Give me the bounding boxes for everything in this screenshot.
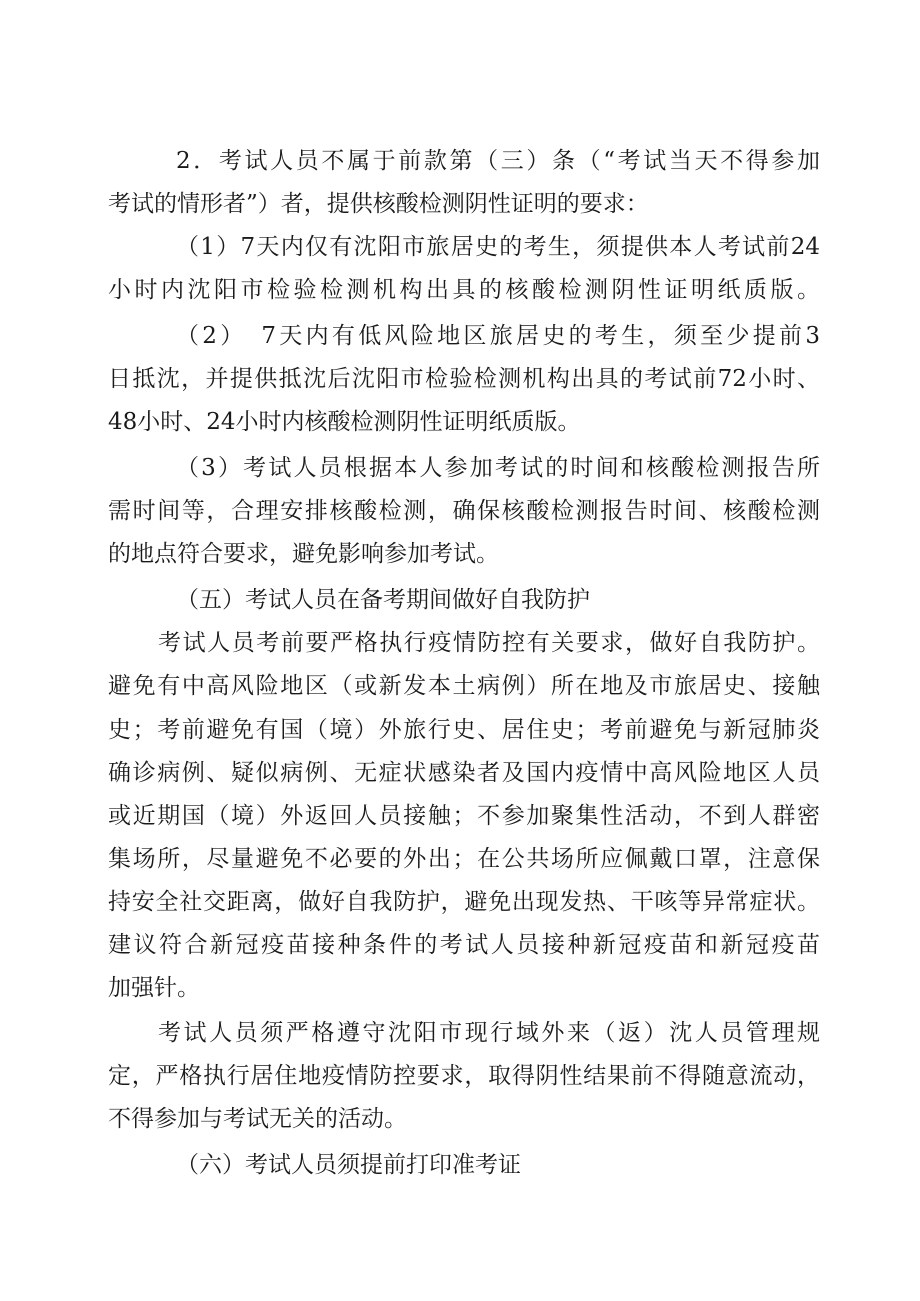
text-line: 不得参加与考试无关的活动。: [108, 1106, 407, 1132]
text-line: 小时内沈阳市检验检测机构出具的核酸检测阴性证明纸质版。: [108, 277, 820, 303]
text-line: 的地点符合要求，避免影响参加考试。: [108, 541, 499, 567]
text-line: 或近期国（境）外返回人员接触；不参加聚集性活动，不到人群密: [108, 803, 820, 829]
text-line: 日抵沈，并提供抵沈后沈阳市检验检测机构出具的考试前72小时、: [108, 366, 820, 392]
text-line: （3）考试人员根据本人参加考试的时间和核酸检测报告所: [176, 455, 820, 481]
text-line: 集场所，尽量避免不必要的外出；在公共场所应佩戴口罩，注意保: [108, 846, 820, 872]
text-line: 史；考前避免有国（境）外旅行史、居住史；考前避免与新冠肺炎: [108, 717, 820, 743]
section-heading: （五）考试人员在备考期间做好自我防护: [176, 587, 590, 613]
text-line: 2．考试人员不属于前款第（三）条（“考试当天不得参加: [176, 148, 820, 174]
text-line: 持安全社交距离，做好自我防护，避免出现发热、干咳等异常症状。: [108, 889, 820, 915]
text-line: 避免有中高风险地区（或新发本土病例）所在地及市旅居史、接触: [108, 673, 820, 699]
text-line: 需时间等，合理安排核酸检测，确保核酸检测报告时间、核酸检测: [108, 498, 820, 524]
text-line: （1）7天内仅有沈阳市旅居史的考生，须提供本人考试前24: [176, 234, 820, 260]
text-line: 确诊病例、疑似病例、无症状感染者及国内疫情中高风险地区人员: [108, 760, 820, 786]
text-line: 考试的情形者”）者，提供核酸检测阴性证明的要求：: [108, 191, 649, 217]
text-line: 考试人员考前要严格执行疫情防控有关要求，做好自我防护。: [158, 630, 820, 656]
text-line: 建议符合新冠疫苗接种条件的考试人员接种新冠疫苗和新冠疫苗: [108, 932, 820, 958]
text-line: （2） 7天内有低风险地区旅居史的考生，须至少提前3: [176, 323, 820, 349]
text-line: 48小时、24小时内核酸检测阴性证明纸质版。: [108, 409, 581, 435]
text-line: 定，严格执行居住地疫情防控要求，取得阴性结果前不得随意流动，: [108, 1063, 820, 1089]
section-heading: （六）考试人员须提前打印准考证: [176, 1152, 521, 1178]
text-line: 考试人员须严格遵守沈阳市现行域外来（返）沈人员管理规: [158, 1020, 820, 1046]
text-line: 加强针。: [108, 975, 200, 1001]
